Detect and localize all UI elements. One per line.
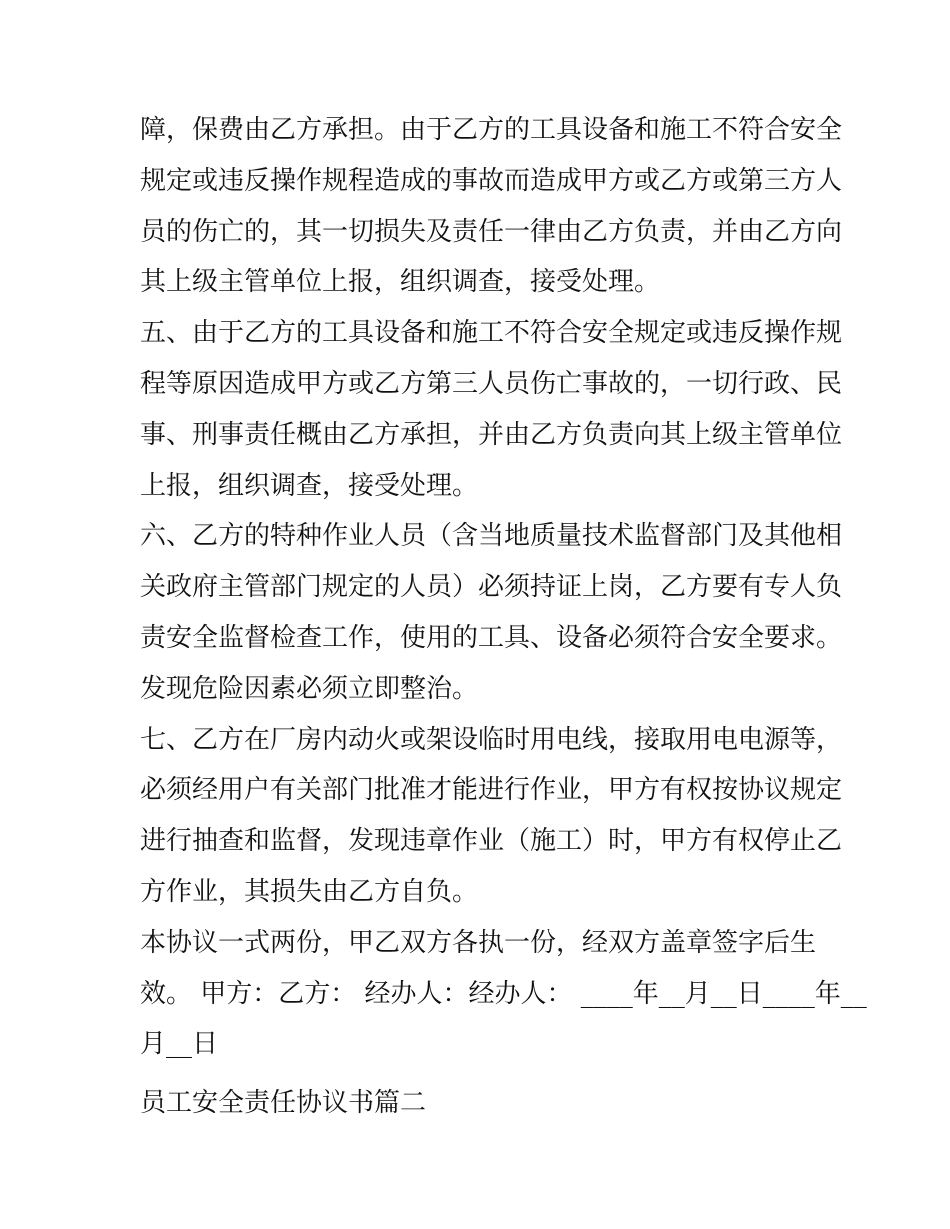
text-line: 关政府主管部门规定的人员）必须持证上岗，乙方要有专人负 bbox=[140, 572, 843, 603]
paragraph-clause-five bbox=[140, 308, 843, 511]
document-body bbox=[140, 105, 867, 1129]
text-line: 七、乙方在厂房内动火或架设临时用电线，接取用电电源等， bbox=[140, 724, 843, 755]
text-line: 障，保费由乙方承担。由于乙方的工具设备和施工不符合安全 bbox=[140, 115, 843, 145]
text-line: 本协议一式两份，甲乙双方各执一份，经双方盖章签字后生 bbox=[140, 927, 817, 958]
section-spacer bbox=[140, 1070, 820, 1078]
text-line: 必须经用户有关部门批准才能进行作业，甲方有权按协议规定 bbox=[140, 775, 843, 806]
text-line: 事、刑事责任概由乙方承担，并由乙方负责向其上级主管单位 bbox=[140, 419, 843, 450]
text-line: 责安全监督检查工作，使用的工具、设备必须符合安全要求。 bbox=[140, 622, 843, 653]
paragraph-clause-six bbox=[140, 511, 843, 714]
text-line: 进行抽查和监督，发现违章作业（施工）时，甲方有权停止乙 bbox=[140, 826, 843, 857]
paragraph-safety-costs bbox=[140, 105, 843, 308]
paragraph-clause-seven bbox=[140, 715, 843, 918]
text-line: 员的伤亡的，其一切损失及责任一律由乙方负责，并由乙方向 bbox=[140, 216, 843, 247]
text-line: 月__日 bbox=[140, 1029, 219, 1060]
text-line: 五、由于乙方的工具设备和施工不符合安全规定或违反操作规 bbox=[140, 318, 843, 349]
heading-text: 员工安全责任协议书篇二 bbox=[140, 1088, 427, 1119]
text-line: 程等原因造成甲方或乙方第三人员伤亡事故的，一切行政、民 bbox=[140, 368, 843, 399]
paragraph-signature-block bbox=[140, 918, 867, 1070]
text-line: 发现危险因素必须立即整治。 bbox=[140, 673, 479, 704]
text-line: 其上级主管单位上报，组织调查，接受处理。 bbox=[140, 267, 661, 298]
text-line: 方作业，其损失由乙方自负。 bbox=[140, 876, 479, 907]
text-line: 六、乙方的特种作业人员（含当地质量技术监督部门及其他相 bbox=[140, 521, 843, 552]
section-heading bbox=[140, 1078, 820, 1129]
text-line: 效。 甲方：乙方： 经办人：经办人： ____年__月__日____年__ bbox=[140, 978, 867, 1009]
text-line: 上报，组织调查，接受处理。 bbox=[140, 470, 479, 501]
text-line: 规定或违反操作规程造成的事故而造成甲方或乙方或第三方人 bbox=[140, 165, 843, 196]
